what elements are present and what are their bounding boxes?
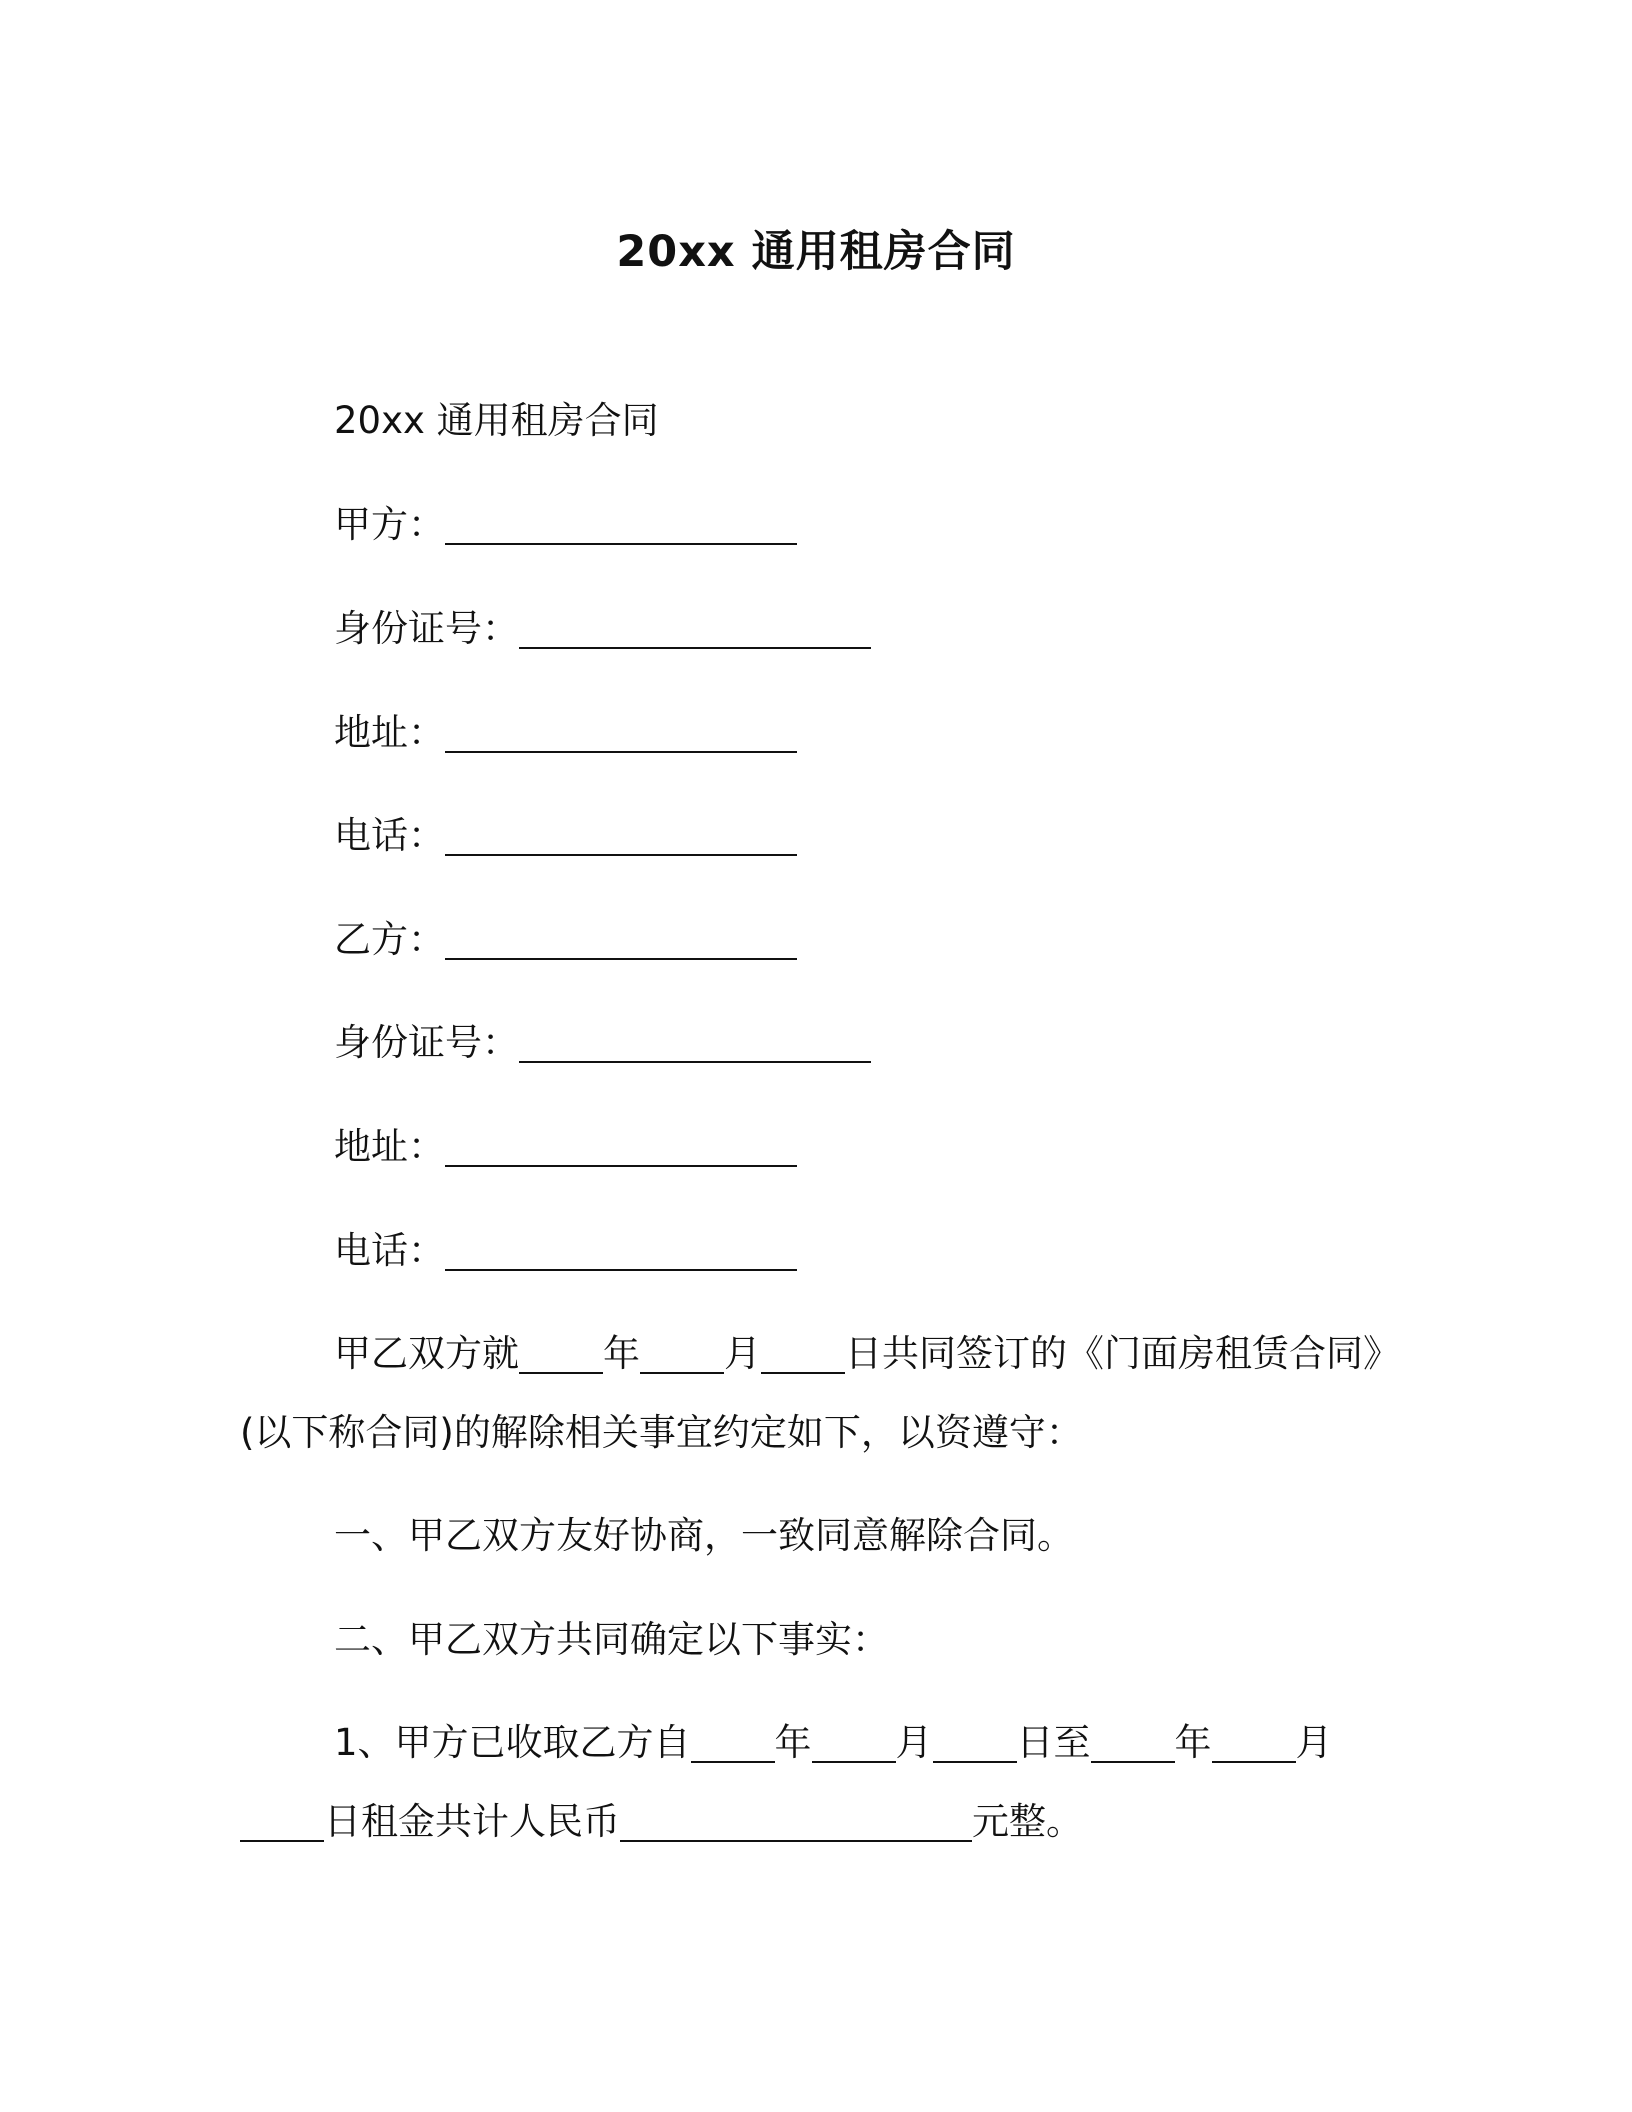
document-subtitle: 20xx 通用租房合同: [334, 399, 659, 442]
intro-day-blank: [761, 1371, 845, 1374]
intro-month-label: 月: [724, 1332, 761, 1375]
intro-part1: 甲乙双方就: [334, 1332, 519, 1375]
item-1-line-2: [240, 1797, 1083, 1847]
intro-line-1: [334, 1329, 1400, 1379]
party-b-address-blank: [445, 1164, 797, 1167]
document-title: 20xx 通用租房合同: [616, 227, 1016, 277]
party-a-id-blank: [519, 646, 871, 649]
item-1-suffix: 元整。: [972, 1800, 1083, 1843]
party-b-phone-label: 电话：: [334, 1229, 445, 1272]
party-a-id-row: [334, 604, 871, 654]
clause-2: 二、甲乙双方共同确定以下事实：: [334, 1618, 889, 1661]
intro-month-blank: [640, 1371, 724, 1374]
item-1-month2-blank: [1212, 1760, 1296, 1763]
intro-line-2: (以下称合同)的解除相关事宜约定如下，以资遵守：: [240, 1411, 1083, 1454]
intro-part2: 日共同签订的《门面房租赁合同》: [845, 1332, 1400, 1375]
item-1-year-blank: [691, 1760, 775, 1763]
item-1-day-to-label: 日至: [1016, 1721, 1091, 1764]
item-1-day-blank: [933, 1760, 1017, 1763]
party-b-address-label: 地址：: [334, 1125, 445, 1168]
party-a-address-row: [334, 708, 797, 758]
intro-year-label: 年: [603, 1332, 640, 1375]
party-a-name-blank: [445, 542, 797, 545]
item-1-day2-blank: [240, 1839, 324, 1842]
party-a-phone-blank: [445, 853, 797, 856]
clause-1: 一、甲乙双方友好协商，一致同意解除合同。: [334, 1514, 1074, 1557]
party-b-name-blank: [445, 957, 797, 960]
item-1-year2-blank: [1091, 1760, 1175, 1763]
item-1-amount-blank: [620, 1839, 972, 1842]
party-a-address-label: 地址：: [334, 711, 445, 754]
party-a-id-label: 身份证号：: [334, 607, 519, 650]
party-a-name-label: 甲方：: [334, 503, 445, 546]
intro-year-blank: [519, 1371, 603, 1374]
party-b-name-label: 乙方：: [334, 918, 445, 961]
party-b-id-row: [334, 1018, 871, 1068]
item-1-year-label: 年: [774, 1721, 812, 1764]
item-1-month-label: 月: [895, 1721, 933, 1764]
party-b-phone-row: [334, 1226, 797, 1276]
item-1-line2-day: 日租金共计人民币: [324, 1800, 620, 1843]
party-a-phone-row: [334, 811, 797, 861]
item-1-month2-label: 月: [1295, 1721, 1333, 1764]
party-a-phone-label: 电话：: [334, 814, 445, 857]
item-1-line-1: [334, 1718, 1333, 1768]
party-b-id-label: 身份证号：: [334, 1021, 519, 1064]
party-a-address-blank: [445, 750, 797, 753]
party-b-address-row: [334, 1122, 797, 1172]
party-b-id-blank: [519, 1060, 871, 1063]
item-1-year2-label: 年: [1174, 1721, 1212, 1764]
item-1-month-blank: [812, 1760, 896, 1763]
item-1-prefix: 1、甲方已收取乙方自: [334, 1721, 691, 1764]
party-a-name-row: [334, 500, 797, 550]
party-b-phone-blank: [445, 1268, 797, 1271]
party-b-name-row: [334, 915, 797, 965]
